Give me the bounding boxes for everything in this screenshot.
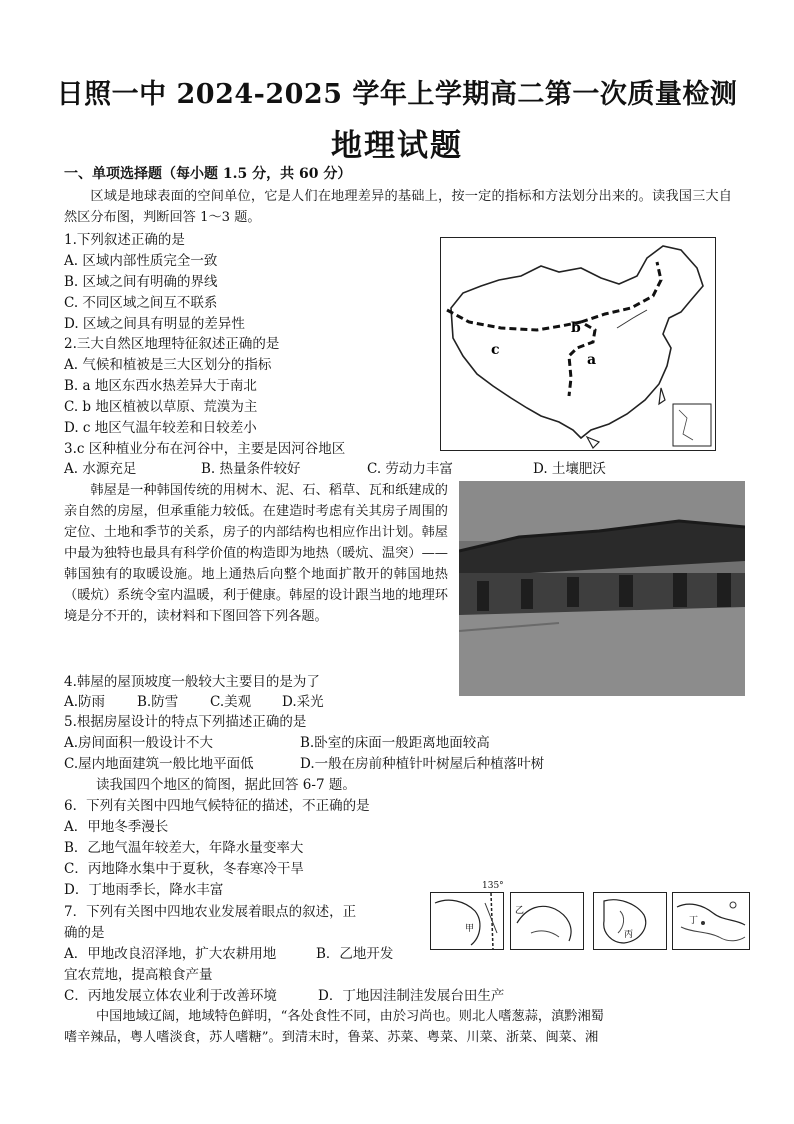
china-map-drawing xyxy=(441,238,715,450)
region-map-yi xyxy=(510,892,584,950)
china-natural-regions-map xyxy=(440,237,716,451)
question-1-option-a: A. 区域内部性质完全一致 xyxy=(64,253,218,269)
question-2-option-c: C. b 地区植被以草原、荒漠为主 xyxy=(64,399,258,415)
question-1-option-d: D. 区域之间具有明显的差异性 xyxy=(64,316,245,332)
question-1-option-b: B. 区域之间有明确的界线 xyxy=(64,274,218,290)
question-6-option-d: D．丁地雨季长，降水丰富 xyxy=(64,882,224,898)
question-1-option-c: C. 不同区域之间互不联系 xyxy=(64,295,218,311)
question-2-stem: 2.三大自然区地理特征叙述正确的是 xyxy=(64,336,280,352)
question-4-stem: 4.韩屋的屋顶坡度一般较大主要目的是为了 xyxy=(64,674,320,690)
question-6-stem: 6．下列有关图中四地气候特征的描述，不正确的是 xyxy=(64,798,370,814)
question-7-stem: 7．下列有关图中四地农业发展着眼点的叙述，正 xyxy=(64,904,357,920)
question-6-option-b: B．乙地气温年较差大，年降水量变率大 xyxy=(64,840,304,856)
intro-paragraph-1: 区域是地球表面的空间单位，它是人们在地理差异的基础上，按一定的指标和方法划分出来的。读我国三大自然区分布图，判断回答 1～3 题。 xyxy=(64,189,732,225)
hainan-island xyxy=(587,437,599,448)
question-7-option-b-continued: 宜农荒地，提高粮食产量 xyxy=(64,967,213,983)
section-heading: 一、单项选择题（每小题 1.5 分，共 60 分） xyxy=(64,166,352,182)
hanok-photo xyxy=(459,481,745,696)
intro-paragraph-4-line-2: 嗜辛辣品，粤人嗜淡食，苏人嗜糖”。到清末时，鲁菜、苏菜、粤菜、川菜、浙菜、闽菜、湘 xyxy=(64,1030,599,1045)
question-7-option-d: D．丁地因洼制洼发展台田生产 xyxy=(318,988,505,1004)
region-map-bing xyxy=(593,892,667,950)
question-3-option-c: C. 劳动力丰富 xyxy=(367,461,453,477)
china-outline xyxy=(451,246,703,438)
region-label-bing: 丙 xyxy=(624,930,634,940)
question-7-option-b: B．乙地开发 xyxy=(316,946,394,962)
page-subtitle: 地理试题 xyxy=(331,128,463,164)
region-label-jia: 甲 xyxy=(465,924,475,934)
question-1-stem: 1.下列叙述正确的是 xyxy=(64,232,185,248)
question-5-stem: 5.根据房屋设计的特点下列描述正确的是 xyxy=(64,714,307,730)
map-label-b: b xyxy=(571,320,581,336)
question-4-option-c: C.美观 xyxy=(210,694,252,710)
region-map-ding xyxy=(672,892,750,950)
question-7-option-a: A．甲地改良沼泽地，扩大农耕用地 xyxy=(64,946,277,962)
taiwan-island xyxy=(659,388,665,404)
page-title: 日照一中 2024-2025 学年上学期高二第一次质量检测 xyxy=(56,79,738,110)
question-6-option-a: A．甲地冬季漫长 xyxy=(64,819,169,835)
south-sea-inset-coast xyxy=(679,410,693,440)
intro-paragraph-2: 韩屋是一种韩国传统的用树木、泥、石、稻草、瓦和纸建成的亲自然的房屋，但承重能力较低。在建造时考虑有关其房子周围的定位、土地和季节的关系，房子的内部结构也相应作出计划。韩屋中最为独特也最具有科学价值的构造即为地热（暖炕、温突）——韩国独有的取暖设施。地上通热后向整个地面扩散开的韩国地热（暖炕）系统令室内温暖，利于健康。韩屋的设计跟当地的地理环境是分不开的，读材料和下图回答下列各题。 xyxy=(64,483,448,624)
question-4-option-d: D.采光 xyxy=(282,694,324,710)
hanok-photo-drawing xyxy=(459,481,745,696)
question-5-option-c: C.屋内地面建筑一般比地平面低 xyxy=(64,756,254,772)
question-5-option-d: D.一般在房前种植针叶树屋后种植落叶树 xyxy=(300,756,545,772)
map-label-c: c xyxy=(491,342,500,358)
question-2-option-b: B. a 地区东西水热差异大于南北 xyxy=(64,378,257,394)
question-5-option-a: A.房间面积一般设计不大 xyxy=(64,735,214,751)
intro-paragraph-4-line-1: 中国地域辽阔，地域特色鲜明，“各处食性不同，由於习尚也。则北人嗜葱蒜，滇黔湘蜀 xyxy=(96,1009,604,1024)
question-3-stem: 3.c 区种植业分布在河谷中，主要是因河谷地区 xyxy=(64,441,346,457)
region-label-ding: 丁 xyxy=(689,916,699,926)
region-map-jia xyxy=(430,892,504,950)
courtyard xyxy=(459,607,745,696)
question-7-option-c: C．丙地发展立体农业利于改善环境 xyxy=(64,988,277,1004)
question-7-stem-continued: 确的是 xyxy=(64,925,105,941)
question-6-option-c: C．丙地降水集中于夏秋，冬春寒冷干旱 xyxy=(64,861,304,877)
intro-paragraph-3: 读我国四个地区的简图，据此回答 6-7 题。 xyxy=(96,777,356,793)
question-2-option-a: A. 气候和植被是三大区划分的指标 xyxy=(64,357,272,373)
longitude-label: 135° xyxy=(482,881,504,891)
region-label-yi: 乙 xyxy=(515,906,525,916)
region-boundary-northwest xyxy=(581,262,661,322)
question-3-option-b: B. 热量条件较好 xyxy=(201,461,301,477)
question-4-option-a: A.防雨 xyxy=(64,694,106,710)
map-label-a: a xyxy=(587,352,597,368)
question-3-option-d: D. 土壤肥沃 xyxy=(533,461,606,477)
question-5-option-b: B.卧室的床面一般距离地面较高 xyxy=(300,735,490,751)
question-2-option-d: D. c 地区气温年较差和日较差小 xyxy=(64,420,257,436)
question-3-option-a: A. 水源充足 xyxy=(64,461,137,477)
great-wall-line xyxy=(617,310,647,328)
question-4-option-b: B.防雪 xyxy=(137,694,179,710)
